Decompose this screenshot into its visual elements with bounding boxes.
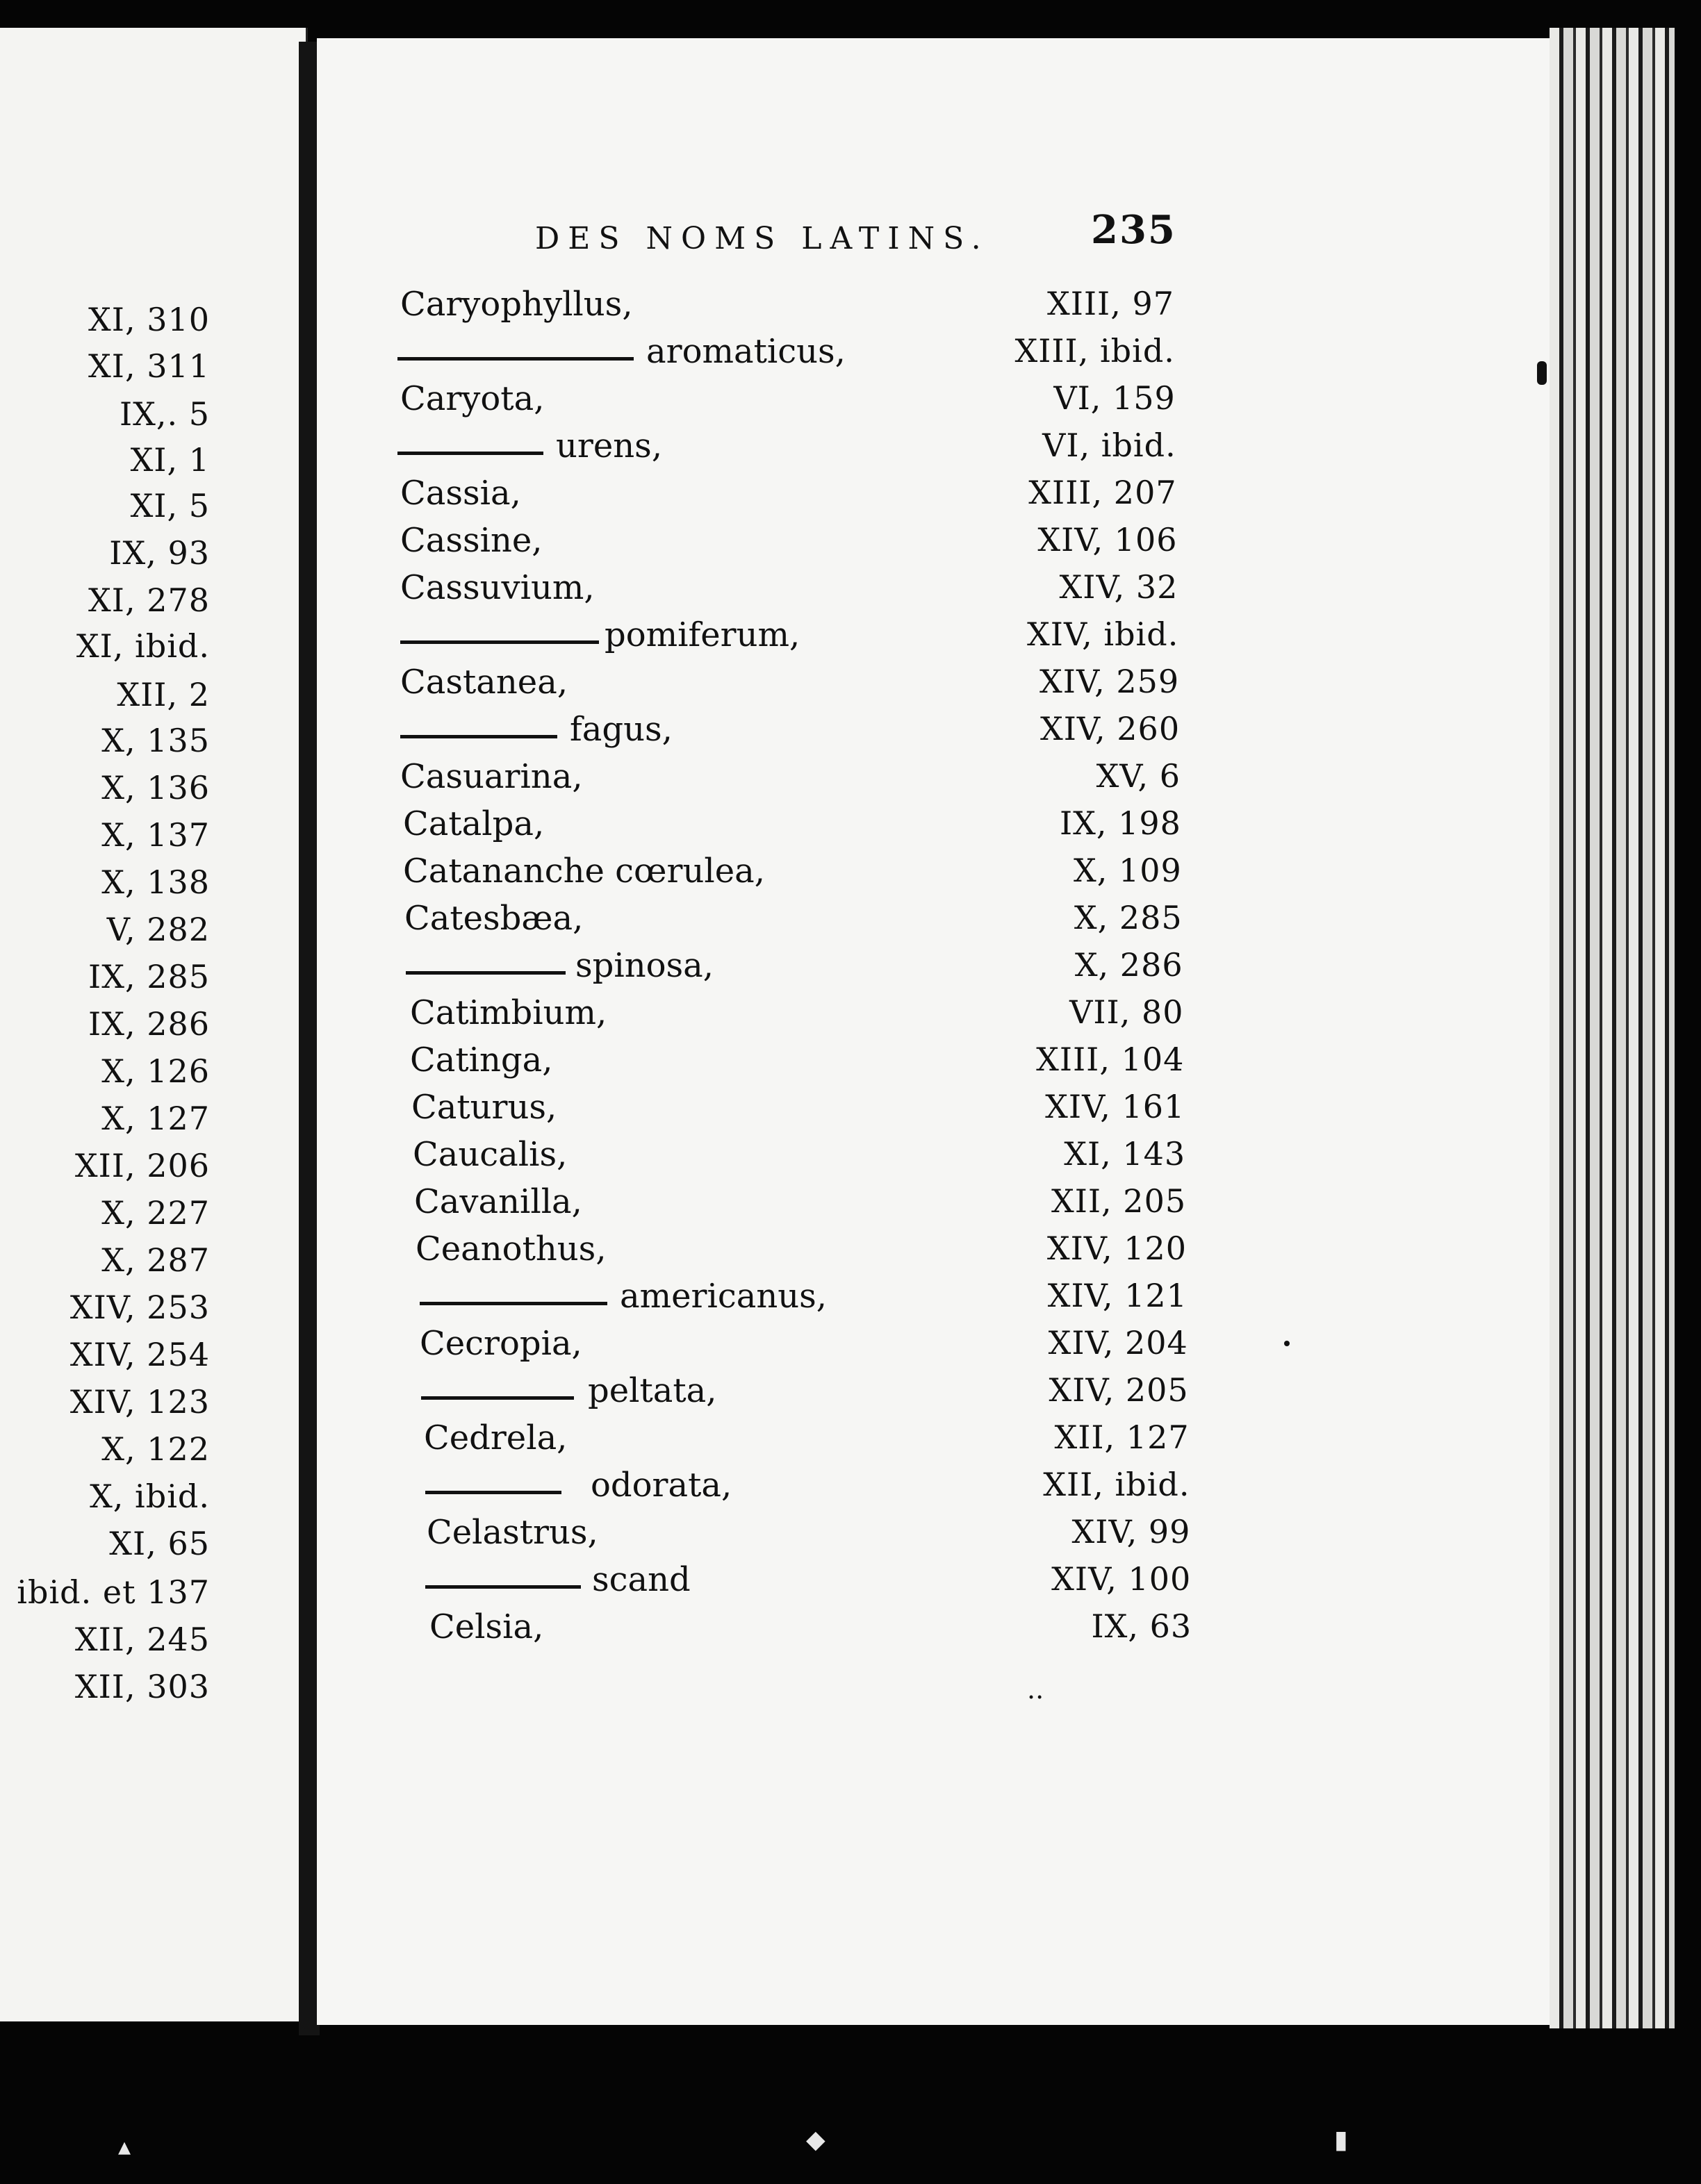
entry-reference: IX, 63 [1091,1607,1192,1645]
entry-reference: XIV, 99 [1071,1513,1191,1550]
index-entry [0,1560,1701,1606]
left-column-ref: XI, 65 [109,1525,210,1562]
entry-reference: XIV, 32 [1059,568,1178,606]
entry-name: aromaticus, [646,332,846,371]
entry-reference: VII, 80 [1069,993,1184,1031]
index-entry [0,1088,1701,1134]
ditto-rule [397,357,634,361]
entry-reference: XIV, 161 [1045,1088,1185,1125]
entry-name: Caucalis, [413,1135,568,1174]
left-column-ref: XIV, 253 [69,1289,210,1326]
index-entry [0,946,1701,992]
left-column-ref: XI, 5 [130,487,210,524]
entry-name: Celastrus, [427,1513,598,1552]
scan-artifact: ◆ [806,2126,825,2154]
entry-name: Catananche cœrulea, [403,852,765,891]
left-column-ref: X, 227 [101,1194,210,1232]
left-column-ref: ibid. et 137 [17,1573,210,1611]
entry-name: Caryota, [400,379,545,418]
entry-reference: XV, 6 [1096,757,1181,795]
index-entry [0,521,1701,567]
entry-reference: X, 285 [1074,899,1183,936]
entry-reference: XIII, 104 [1036,1041,1185,1078]
entry-name: Catalpa, [403,804,545,843]
entry-name: Cassuvium, [400,568,595,607]
ditto-rule [425,1491,561,1494]
scan-artifact: ▮ [1334,2126,1348,2154]
index-entry [0,1466,1701,1512]
index-entry [0,1277,1701,1323]
entry-name: spinosa, [575,946,714,985]
entry-reference: XIV, 204 [1048,1324,1188,1362]
ditto-rule [397,452,543,455]
entry-reference: XIV, 259 [1040,663,1180,700]
entry-reference: XII, 205 [1051,1182,1187,1220]
entry-reference: XIV, 100 [1051,1560,1192,1598]
index-entry [0,568,1701,614]
left-column-ref: XI, ibid. [76,627,210,665]
ditto-rule [400,640,599,644]
index-entry [0,757,1701,803]
left-column-ref: XII, 245 [74,1621,210,1658]
left-column-ref: XII, 2 [117,676,210,713]
index-entry [0,1041,1701,1086]
ditto-rule [406,971,566,975]
ditto-rule [420,1302,607,1305]
ditto-rule [421,1396,574,1400]
index-entry [0,427,1701,472]
entry-reference: XIV, 205 [1049,1371,1189,1409]
entry-name: pomiferum, [605,615,800,654]
index-entry [0,474,1701,520]
entry-name: scand [592,1560,691,1599]
left-column-ref: XI, 311 [88,347,210,385]
entry-reference: IX, 198 [1059,804,1181,842]
entry-name: Catinga, [410,1041,553,1079]
left-column-ref: X, 136 [101,769,210,806]
index-entry [0,804,1701,850]
ditto-rule [400,735,557,738]
index-entry [0,615,1701,661]
left-column-ref: X, 135 [101,722,210,759]
entry-reference: XIV, 260 [1040,710,1181,747]
index-entry [0,852,1701,897]
ink-speck [1537,361,1547,385]
entry-name: odorata, [591,1466,732,1505]
entry-name: Celsia, [429,1607,544,1646]
left-column-ref: X, 138 [101,863,210,901]
left-column-ref: IX, 93 [109,534,210,572]
entry-reference: VI, 159 [1053,379,1176,417]
entry-name: Ceanothus, [416,1230,607,1268]
entry-reference: X, 109 [1074,852,1182,889]
index-entry [0,1230,1701,1275]
index-entry [0,1182,1701,1228]
index-entry [0,379,1701,425]
entry-name: Cassia, [400,474,521,513]
left-column-ref: XI, 1 [130,441,210,479]
index-entry [0,1371,1701,1417]
entry-name: Caryophyllus, [400,285,633,324]
entry-name: americanus, [620,1277,828,1316]
ditto-rule [425,1585,581,1589]
entry-name: fagus, [570,710,673,749]
left-column-ref: IX, 285 [88,958,210,995]
entry-name: Cassine, [400,521,543,560]
left-column-ref: X, 287 [101,1241,210,1279]
entry-name: urens, [556,427,663,465]
index-entry [0,993,1701,1039]
index-entry [0,710,1701,756]
left-column-ref: XI, 310 [88,301,210,338]
left-column-ref: V, 282 [106,911,210,948]
entry-reference: VI, ibid. [1042,427,1176,464]
entry-name: Cecropia, [420,1324,582,1363]
entry-reference: XII, 127 [1054,1418,1190,1456]
entry-reference: XII, ibid. [1043,1466,1190,1503]
entry-reference: XIII, ibid. [1014,332,1175,370]
catchword: .. [1027,1674,1044,1705]
entry-reference: XIII, 207 [1028,474,1177,511]
entry-reference: X, 286 [1074,946,1183,984]
index-entry [0,899,1701,945]
index-entry [0,1135,1701,1181]
left-column-ref: X, 127 [101,1100,210,1137]
entry-name: peltata, [588,1371,717,1410]
index-entry [0,332,1701,378]
entry-name: Caturus, [411,1088,557,1127]
entry-reference: XIV, 120 [1046,1230,1187,1267]
index-entry [0,1513,1701,1559]
left-column-ref: XI, 278 [88,581,210,619]
left-column-ref: X, 122 [101,1430,210,1468]
running-head: DES NOMS LATINS. [535,221,989,256]
index-entry [0,1418,1701,1464]
left-column-ref: XIV, 254 [69,1336,210,1373]
entry-reference: XIV, ibid. [1027,615,1179,653]
index-entry [0,1607,1701,1653]
entry-reference: XIV, 121 [1047,1277,1188,1314]
index-entry [0,1324,1701,1370]
entry-name: Cavanilla, [414,1182,582,1221]
entry-name: Castanea, [400,663,568,702]
left-column-ref: X, ibid. [90,1478,210,1515]
entry-reference: XIII, 97 [1046,285,1174,322]
entry-reference: XI, 143 [1064,1135,1186,1173]
entry-name: Catesbæa, [404,899,584,938]
ink-speck [1284,1341,1290,1346]
left-column-ref: XII, 303 [74,1668,210,1705]
entry-name: Casuarina, [400,757,583,796]
entry-name: Cedrela, [424,1418,568,1457]
left-column-ref: X, 137 [101,816,210,854]
left-column-ref: XII, 206 [74,1147,210,1184]
page-number: 235 [1091,207,1176,253]
left-column-ref: IX, 286 [88,1005,210,1043]
index-entry [0,285,1701,331]
index-entry [0,663,1701,709]
left-column-ref: IX,. 5 [119,395,210,433]
entry-name: Catimbium, [410,993,607,1032]
scan-artifact: ▴ [118,2133,131,2161]
left-column-ref: X, 126 [101,1052,210,1090]
left-column-ref: XIV, 123 [69,1383,210,1421]
entry-reference: XIV, 106 [1037,521,1178,559]
